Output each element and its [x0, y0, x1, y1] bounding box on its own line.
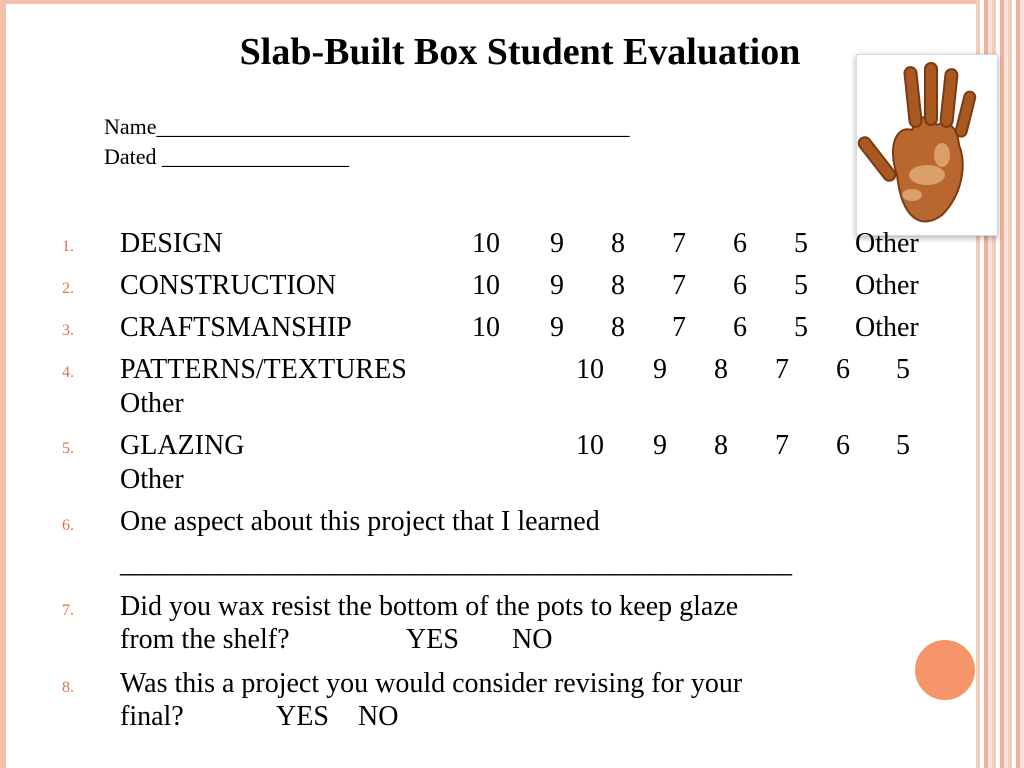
- score-option: 9: [550, 270, 564, 301]
- score-option: 10: [472, 312, 500, 343]
- item-number: 2.: [62, 280, 74, 297]
- item-number: 7.: [62, 602, 74, 619]
- handprint-photo: [856, 54, 998, 236]
- dated-field: Dated _________________: [104, 144, 350, 169]
- item-question-cont: final?: [120, 701, 184, 732]
- score-option: 6: [733, 312, 747, 343]
- score-option: Other: [855, 270, 919, 301]
- score-option: 9: [653, 354, 667, 385]
- item-wrap-other: Other: [120, 388, 184, 419]
- score-option: Other: [855, 228, 919, 259]
- score-option: 10: [472, 270, 500, 301]
- score-option: 9: [550, 228, 564, 259]
- score-option: 8: [714, 354, 728, 385]
- decorative-circle: [915, 640, 975, 700]
- item-label: DESIGN: [120, 228, 223, 259]
- item-number: 4.: [62, 364, 74, 381]
- item-question-cont: from the shelf?: [120, 624, 290, 655]
- score-option: 5: [896, 430, 910, 461]
- no-option: NO: [512, 624, 553, 655]
- score-option: 8: [611, 270, 625, 301]
- frame-top: [0, 0, 1024, 4]
- answer-line: ________________________________________________: [120, 548, 792, 579]
- score-option: 7: [672, 270, 686, 301]
- yes-option: YES: [276, 701, 329, 732]
- score-option: 7: [775, 354, 789, 385]
- item-label: CRAFTSMANSHIP: [120, 312, 352, 343]
- item-number: 1.: [62, 238, 74, 255]
- item-label: GLAZING: [120, 430, 245, 461]
- item-number: 8.: [62, 679, 74, 696]
- score-option: 10: [576, 430, 604, 461]
- score-option: 5: [794, 312, 808, 343]
- item-number: 5.: [62, 440, 74, 457]
- score-option: 7: [775, 430, 789, 461]
- score-option: 5: [794, 270, 808, 301]
- item-number: 6.: [62, 517, 74, 534]
- frame-left: [0, 0, 6, 768]
- score-option: 6: [836, 430, 850, 461]
- score-option: 8: [611, 312, 625, 343]
- item-label: PATTERNS/TEXTURES: [120, 354, 407, 385]
- score-option: 7: [672, 228, 686, 259]
- name-field: Name___________________________________________: [104, 114, 630, 139]
- score-option: Other: [855, 312, 919, 343]
- score-option: 6: [733, 228, 747, 259]
- score-option: 10: [472, 228, 500, 259]
- item-question: One aspect about this project that I learned: [120, 506, 600, 537]
- score-option: 8: [611, 228, 625, 259]
- page-title: Slab-Built Box Student Evaluation: [239, 31, 801, 73]
- item-question: Did you wax resist the bottom of the pots to keep glaze: [120, 591, 739, 622]
- score-option: 6: [733, 270, 747, 301]
- score-option: 5: [794, 228, 808, 259]
- score-option: 10: [576, 354, 604, 385]
- score-option: 7: [672, 312, 686, 343]
- score-option: 5: [896, 354, 910, 385]
- item-number: 3.: [62, 322, 74, 339]
- item-question: Was this a project you would consider revising for your: [120, 668, 743, 699]
- yes-option: YES: [406, 624, 459, 655]
- score-option: 6: [836, 354, 850, 385]
- score-option: 9: [653, 430, 667, 461]
- score-option: 9: [550, 312, 564, 343]
- handprint-icon: [857, 55, 997, 235]
- item-label: CONSTRUCTION: [120, 270, 337, 301]
- no-option: NO: [358, 701, 399, 732]
- score-option: 8: [714, 430, 728, 461]
- item-wrap-other: Other: [120, 464, 184, 495]
